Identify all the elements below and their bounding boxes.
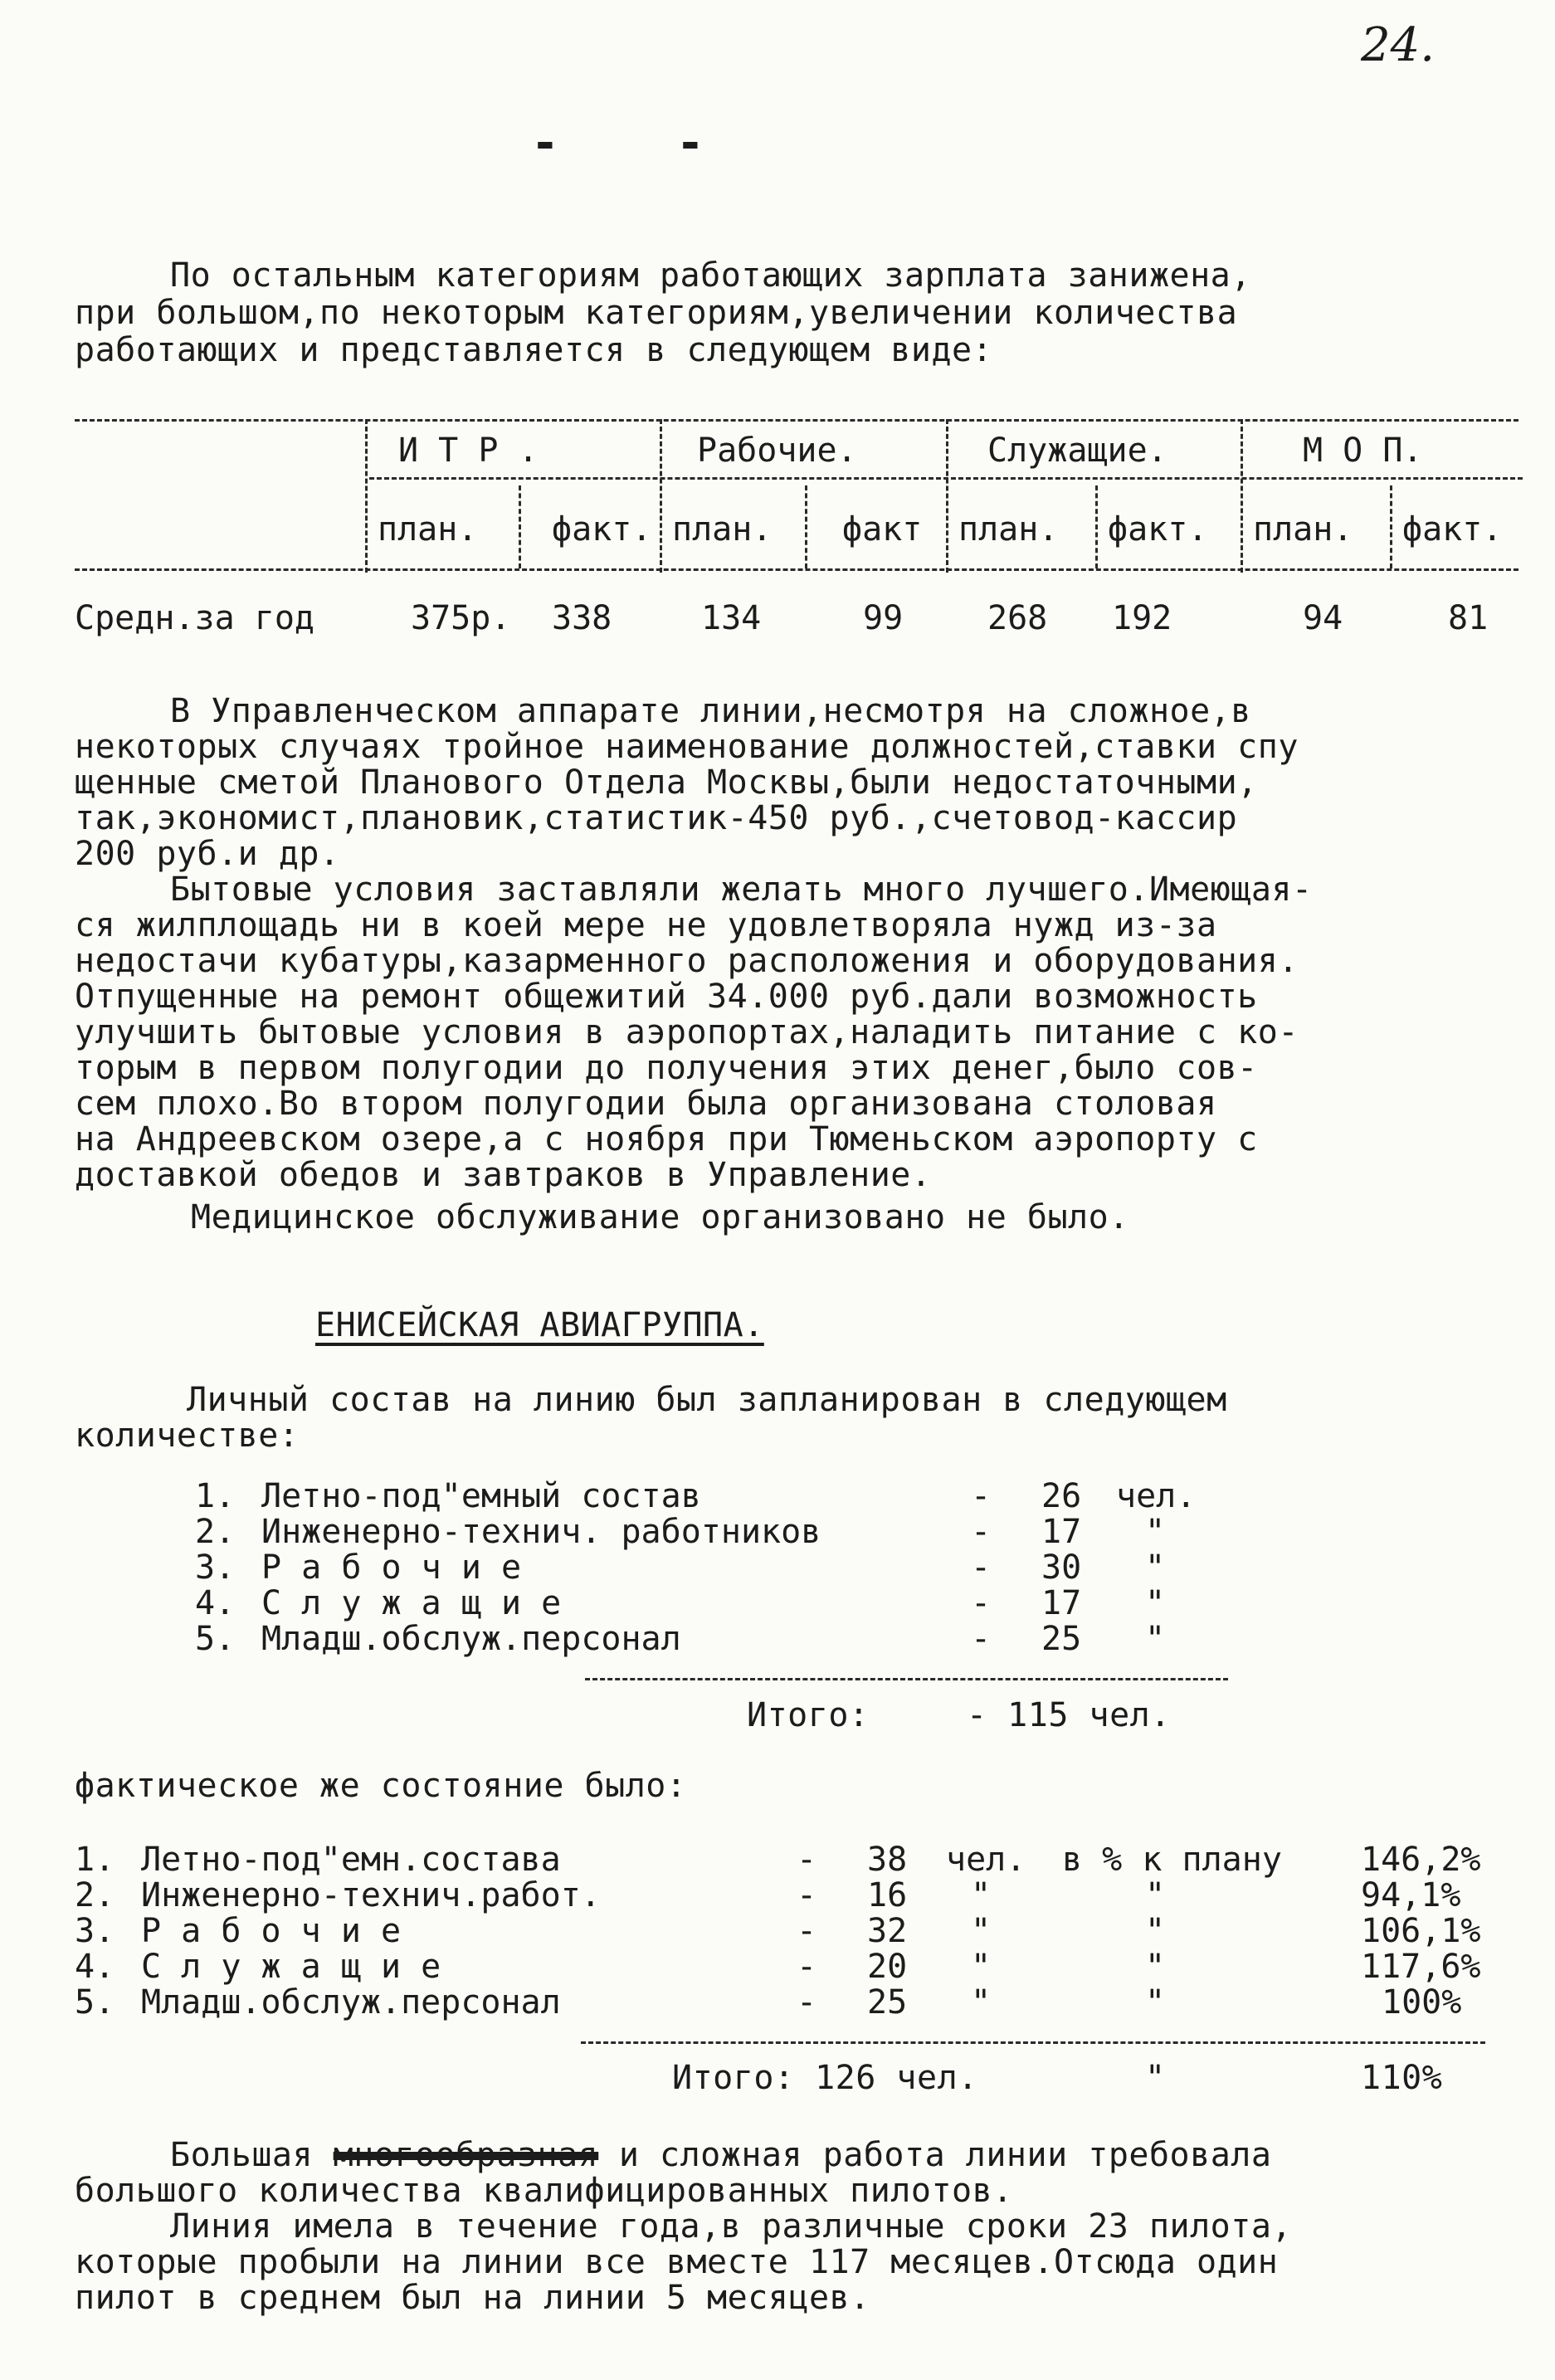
table-divider	[1241, 419, 1243, 573]
actual-total-label: Итого: 126 чел.	[672, 2059, 978, 2097]
item-number: 3.	[195, 1548, 236, 1587]
item-percent-label: в % к плану	[1062, 1841, 1282, 1879]
subheader-fact: факт.	[552, 510, 652, 549]
value-workers-plan: 134	[701, 599, 762, 637]
plan-intro-line: Личный состав на линию был запланирован в следующем	[187, 1381, 1227, 1419]
item-name: С л у ж а щ и е	[141, 1948, 441, 1986]
text-segment: Большая	[170, 2136, 314, 2174]
table-divider	[946, 419, 948, 573]
item-dash: -	[971, 1620, 992, 1658]
item-dash: -	[971, 1477, 992, 1515]
actual-total-mark: "	[1145, 2059, 1166, 2097]
item-unit: чел.	[1116, 1477, 1197, 1515]
subheader-plan: план.	[672, 510, 773, 549]
list-item	[0, 1620, 1555, 1656]
text-line: Отпущенные на ремонт общежитий 34.000 руб.дали возможность	[75, 978, 1258, 1016]
intro-line: при большом,по некоторым категориям,увеличении количества	[75, 294, 1238, 332]
list-item	[0, 1876, 1555, 1913]
item-number: 2.	[75, 1876, 115, 1914]
intro-line: По остальным категориям работающих зарплата занижена,	[170, 256, 1251, 295]
item-number: 5.	[195, 1620, 236, 1658]
item-dash: -	[797, 1948, 817, 1986]
item-name: Инженерно-технич.работ.	[141, 1876, 601, 1914]
item-name: Летно-под"емный состав	[261, 1477, 701, 1515]
item-percent: 100%	[1382, 1983, 1462, 2022]
table-rule-mid	[369, 477, 1523, 480]
value-employees-plan: 268	[987, 599, 1048, 637]
value-mop-plan: 94	[1303, 599, 1343, 637]
item-percent-label: "	[1145, 1876, 1166, 1914]
table-divider	[660, 419, 662, 573]
item-name: Младш.обслуж.персонал	[261, 1620, 681, 1658]
list-item	[0, 1841, 1555, 1877]
row-label: Средн.за год	[75, 599, 314, 637]
value-itr-fact: 338	[552, 599, 612, 637]
text-line: В Управленческом аппарате линии,несмотря на сложное,в	[170, 692, 1251, 730]
header-dash-right: -	[676, 116, 704, 170]
list-item	[0, 1983, 1555, 2020]
item-count: 30	[1041, 1548, 1082, 1587]
table-rule-bottom	[75, 568, 1518, 571]
table-subdivider	[805, 485, 807, 568]
item-dash: -	[797, 1983, 817, 2022]
text-line: ся жилплощадь ни в коей мере не удовлетворяла нужд из-за	[75, 906, 1217, 944]
text-line: 200 руб.и др.	[75, 835, 340, 873]
item-unit: "	[971, 1983, 992, 2022]
table-subdivider	[1095, 485, 1098, 568]
item-unit: чел.	[946, 1841, 1026, 1879]
item-name: Р а б о ч и е	[261, 1548, 522, 1587]
actual-intro: фактическое же состояние было:	[75, 1767, 687, 1805]
item-percent: 146,2%	[1361, 1841, 1481, 1879]
item-unit: "	[971, 1912, 992, 1950]
intro-line: работающих и представляется в следующем виде:	[75, 331, 993, 369]
group-header-itr: И Т Р .	[398, 432, 539, 470]
item-name: Младш.обслуж.персонал	[141, 1983, 561, 2022]
item-count: 17	[1041, 1584, 1082, 1622]
item-number: 5.	[75, 1983, 115, 2022]
item-percent-label: "	[1145, 1983, 1166, 2022]
item-dash: -	[797, 1912, 817, 1950]
value-mop-fact: 81	[1448, 599, 1489, 637]
text-line: некоторых случаях тройное наименование должностей,ставки спу	[75, 728, 1299, 766]
table-subdivider	[519, 485, 521, 568]
list-item	[0, 1912, 1555, 1948]
plan-total-value: - 115 чел.	[967, 1696, 1171, 1734]
subheader-plan: план.	[958, 510, 1059, 549]
item-unit: "	[1145, 1620, 1166, 1658]
item-percent: 106,1%	[1361, 1912, 1481, 1950]
section-title: ЕНИСЕЙСКАЯ АВИАГРУППА.	[315, 1306, 764, 1344]
text-line: на Андреевском озере,а с ноября при Тюменьском аэропорту с	[75, 1120, 1258, 1158]
text-line: так,экономист,плановик,статистик-450 руб.,счетовод-кассир	[75, 799, 1238, 837]
item-count: 20	[867, 1948, 908, 1986]
text-line: Линия имела в течение года,в различные сроки 23 пилота,	[170, 2207, 1293, 2246]
subheader-plan: план.	[1253, 510, 1353, 549]
list-item	[0, 1548, 1555, 1585]
text-segment: и сложная работа линии требовала	[618, 2136, 1272, 2174]
text-line: щенные сметой Планового Отдела Москвы,были недостаточными,	[75, 763, 1258, 802]
item-dash: -	[797, 1876, 817, 1914]
item-unit: "	[971, 1876, 992, 1914]
item-name: Р а б о ч и е	[141, 1912, 402, 1950]
text-line: недостачи кубатуры,казарменного расположения и оборудования.	[75, 942, 1299, 980]
item-number: 3.	[75, 1912, 115, 1950]
item-dash: -	[797, 1841, 817, 1879]
item-name: Летно-под"емн.состава	[141, 1841, 561, 1879]
subheader-fact: факт.	[1402, 510, 1503, 549]
text-line: пилот в среднем был на линии 5 месяцев.	[75, 2279, 870, 2317]
item-percent: 94,1%	[1361, 1876, 1461, 1914]
item-percent: 117,6%	[1361, 1948, 1481, 1986]
group-header-workers: Рабочие.	[697, 432, 857, 470]
group-header-employees: Служащие.	[987, 432, 1167, 470]
item-count: 38	[867, 1841, 908, 1879]
page-number: 24.	[1361, 18, 1436, 72]
item-count: 17	[1041, 1513, 1082, 1551]
item-unit: "	[1145, 1548, 1166, 1587]
value-itr-plan: 375р.	[411, 599, 511, 637]
item-name: Инженерно-технич. работников	[261, 1513, 821, 1551]
item-unit: "	[1145, 1513, 1166, 1551]
plan-total-label: Итого:	[747, 1696, 870, 1734]
item-count: 16	[867, 1876, 908, 1914]
item-number: 1.	[195, 1477, 236, 1515]
actual-total-percent: 110%	[1361, 2059, 1443, 2097]
subheader-fact: факт	[842, 510, 923, 549]
text-line: которые пробыли на линии все вместе 117 месяцев.Отсюда один	[75, 2243, 1279, 2281]
item-count: 32	[867, 1912, 908, 1950]
table-rule-top	[75, 419, 1518, 422]
item-dash: -	[971, 1548, 992, 1587]
item-number: 2.	[195, 1513, 236, 1551]
list-item	[0, 1513, 1555, 1549]
list-item	[0, 1948, 1555, 1984]
header-dash-left: -	[531, 116, 559, 170]
item-number: 4.	[195, 1584, 236, 1622]
item-count: 25	[1041, 1620, 1082, 1658]
group-header-mop: М О П.	[1303, 432, 1423, 470]
text-line: улучшить бытовые условия в аэропортах,наладить питание с ко-	[75, 1013, 1299, 1051]
value-employees-fact: 192	[1112, 599, 1172, 637]
text-line: доставкой обедов и завтраков в Управление.	[75, 1156, 932, 1194]
item-unit: "	[1145, 1584, 1166, 1622]
table-divider	[365, 419, 368, 573]
text-line	[170, 2137, 1271, 2173]
item-percent-label: "	[1145, 1912, 1166, 1950]
item-unit: "	[971, 1948, 992, 1986]
table-subdivider	[1390, 485, 1392, 568]
text-line: торым в первом полугодии до получения этих денег,было сов-	[75, 1049, 1258, 1087]
item-number: 1.	[75, 1841, 115, 1879]
item-count: 26	[1041, 1477, 1082, 1515]
item-name: С л у ж а щ и е	[261, 1584, 562, 1622]
struck-word: многообразная	[333, 2136, 599, 2174]
list-item	[0, 1584, 1555, 1621]
list-item	[0, 1477, 1555, 1514]
actual-total-rule	[581, 2041, 1485, 2044]
value-workers-fact: 99	[863, 599, 904, 637]
text-line: Бытовые условия заставляли желать много лучшего.Имеющая-	[170, 871, 1313, 909]
subheader-plan: план.	[378, 510, 478, 549]
item-percent-label: "	[1145, 1948, 1166, 1986]
text-line: большого количества квалифицированных пилотов.	[75, 2172, 1013, 2210]
item-number: 4.	[75, 1948, 115, 1986]
item-count: 25	[867, 1983, 908, 2022]
item-dash: -	[971, 1513, 992, 1551]
plan-intro-line: количестве:	[75, 1417, 300, 1455]
paragraph-medical: Медицинское обслуживание организовано не было.	[191, 1198, 1129, 1236]
plan-total-rule	[585, 1678, 1228, 1680]
text-line: сем плохо.Во втором полугодии была организована столовая	[75, 1085, 1217, 1123]
item-dash: -	[971, 1584, 992, 1622]
subheader-fact: факт.	[1108, 510, 1208, 549]
